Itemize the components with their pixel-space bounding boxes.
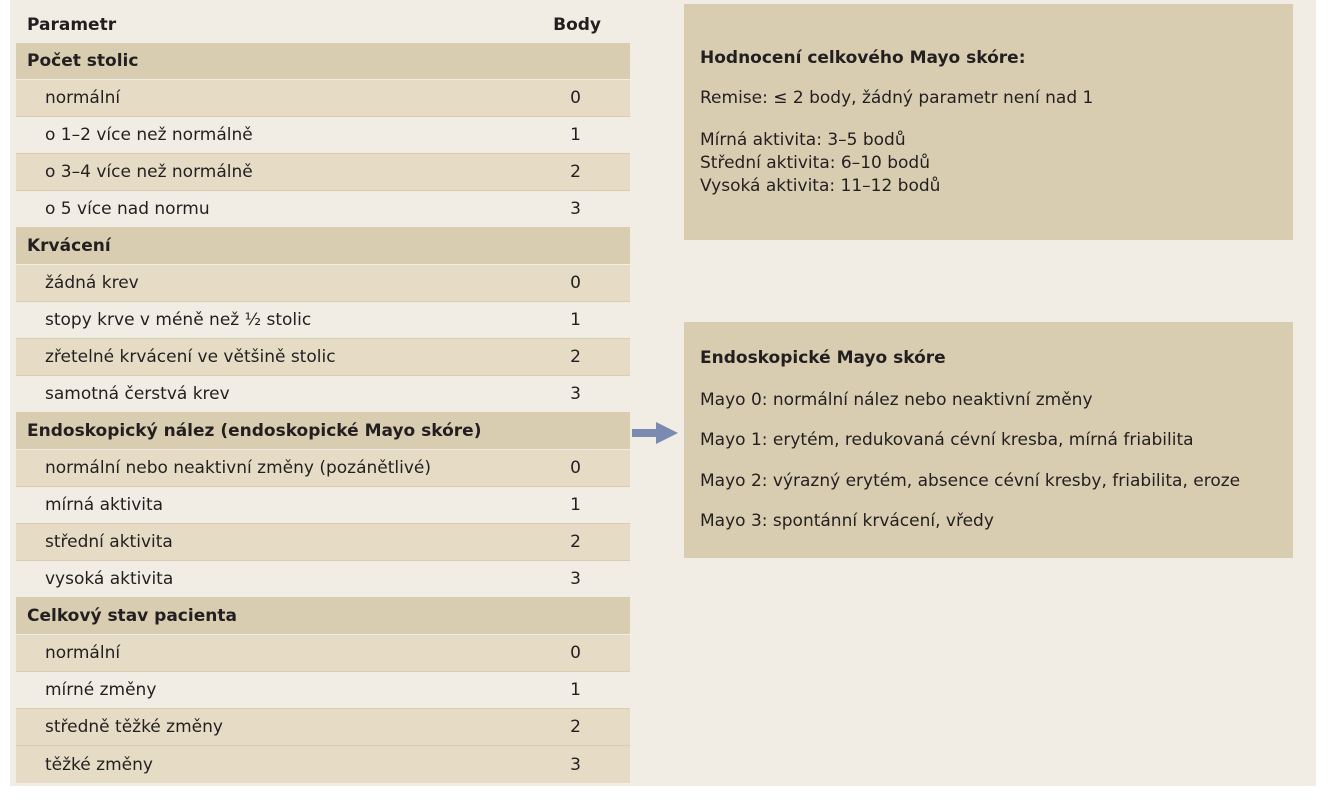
- section-patient-state: [16, 598, 630, 635]
- row-label: mírné změny: [45, 680, 157, 700]
- header-param: Parametr: [27, 15, 117, 35]
- endo-mayo0: Mayo 0: normální nález nebo neaktivní změny: [700, 390, 1093, 410]
- row-points: 2: [570, 347, 581, 367]
- section-stool-count: [16, 43, 630, 80]
- row-points: 3: [570, 569, 581, 589]
- table-row: [16, 672, 630, 709]
- row-label: střední aktivita: [45, 532, 173, 552]
- row-points: 3: [570, 384, 581, 404]
- row-points: 0: [570, 458, 581, 478]
- row-label: samotná čerstvá krev: [45, 384, 230, 404]
- table-row: [16, 80, 630, 117]
- row-points: 1: [570, 680, 581, 700]
- table-row: [16, 561, 630, 598]
- row-points: 2: [570, 162, 581, 182]
- row-label: normální: [45, 88, 121, 108]
- row-label: mírná aktivita: [45, 495, 164, 515]
- table-row: [16, 746, 630, 783]
- table-row: [16, 487, 630, 524]
- table-row: [16, 302, 630, 339]
- section-endoscopic: [16, 413, 630, 450]
- row-points: 0: [570, 273, 581, 293]
- overall-remission: Remise: ≤ 2 body, žádný parametr není nad 1: [700, 88, 1094, 108]
- table-row: [16, 191, 630, 228]
- endo-mayo3: Mayo 3: spontánní krvácení, vředy: [700, 511, 994, 531]
- row-label: o 1–2 více než normálně: [45, 125, 253, 145]
- row-points: 1: [570, 125, 581, 145]
- mayo-score-table: [16, 7, 630, 783]
- table-row: [16, 376, 630, 413]
- overall-mayo-box: [684, 4, 1293, 240]
- section-title: Celkový stav pacienta: [27, 606, 237, 626]
- section-bleeding: [16, 228, 630, 265]
- row-points: 2: [570, 717, 581, 737]
- endo-mayo1: Mayo 1: erytém, redukovaná cévní kresba, mírná friabilita: [700, 430, 1194, 450]
- row-points: 1: [570, 495, 581, 515]
- row-label: o 3–4 více než normálně: [45, 162, 253, 182]
- row-points: 3: [570, 199, 581, 219]
- row-points: 0: [570, 88, 581, 108]
- row-label: zřetelné krvácení ve většině stolic: [45, 347, 336, 367]
- row-points: 3: [570, 754, 581, 775]
- overall-box-title: Hodnocení celkového Mayo skóre:: [700, 48, 1026, 68]
- row-label: normální nebo neaktivní změny (pozánětlivé): [45, 458, 431, 478]
- table-row: [16, 339, 630, 376]
- table-row: [16, 265, 630, 302]
- row-points: 0: [570, 643, 581, 663]
- overall-high: Vysoká aktivita: 11–12 bodů: [700, 176, 941, 196]
- table-row: [16, 524, 630, 561]
- row-label: těžké změny: [45, 754, 153, 775]
- row-points: 2: [570, 532, 581, 552]
- row-label: o 5 více nad normu: [45, 199, 210, 219]
- table-row: [16, 635, 630, 672]
- table-row: [16, 117, 630, 154]
- row-label: normální: [45, 643, 121, 663]
- endo-box-title: Endoskopické Mayo skóre: [700, 348, 946, 368]
- row-label: středně těžké změny: [45, 717, 223, 737]
- table-header: [16, 7, 630, 43]
- header-points: Body: [553, 15, 601, 35]
- section-title: Krvácení: [27, 236, 111, 256]
- table-row: [16, 450, 630, 487]
- overall-moderate: Střední aktivita: 6–10 bodů: [700, 153, 930, 173]
- endoscopic-mayo-box: [684, 322, 1293, 558]
- row-label: žádná krev: [45, 273, 139, 293]
- table-row: [16, 709, 630, 746]
- section-title: Počet stolic: [27, 51, 139, 71]
- row-points: 1: [570, 310, 581, 330]
- table-row: [16, 154, 630, 191]
- arrow-right-icon: [632, 420, 678, 446]
- endo-mayo2: Mayo 2: výrazný erytém, absence cévní kresby, friabilita, eroze: [700, 471, 1241, 491]
- row-label: vysoká aktivita: [45, 569, 174, 589]
- section-title: Endoskopický nález (endoskopické Mayo skóre): [27, 421, 482, 441]
- overall-mild: Mírná aktivita: 3–5 bodů: [700, 130, 906, 150]
- row-label: stopy krve v méně než ½ stolic: [45, 310, 312, 330]
